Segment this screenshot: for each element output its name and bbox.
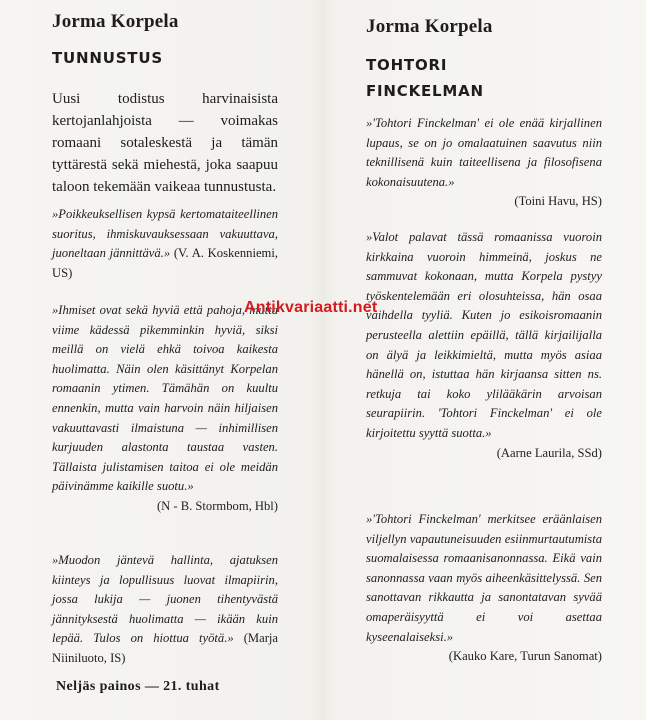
review-source: (V. A. Koskenniemi, US) xyxy=(52,246,278,280)
edition-note: Neljäs painos — 21. tuhat xyxy=(56,679,220,694)
review-source: (Kauko Kare, Turun Sanomat) xyxy=(448,649,602,664)
review-source: (Aarne Laurila, SSd) xyxy=(496,445,602,460)
review-quote: »Ihmiset ovat sekä hyviä että pahoja, mutta viime kädessä pikemminkin hyviä, siksi meillä on vielä ehkä toivoa kaikesta huolimatta. Näin olen käsittänyt Korpelan romaanin ytimen. Tämähän on kuultu ennenkin, mutta vain harvoin näin hiljaisen vakuuttavasti ilmaistuna — inhimillisen kurjuuden alastonta taustaa vasten. Tällaista julistamisen taitoa ei ole meidän päivinämme kaikille suotu.» xyxy=(52,303,278,494)
left-review-2 xyxy=(52,301,278,517)
right-review-1 xyxy=(366,114,602,212)
review-quote: »Muodon jäntevä hallinta, ajatuksen kiinteys ja lopullisuus luovat ilmapiirin, jossa lukija — juonen tihentyvästä jännityksestä huolimatta — ikään kuin lepää. Tulos on hiottua työtä.» xyxy=(52,553,278,646)
review-quote: »Valot palavat tässä romaanissa vuoroin kirkkaina vuoroin himmeinä, joskus ne sammuvat kokonaan, mutta Korpela pystyy työskentelemään eri olosuhteissa, hän osaa vaihdella tyyliä. Kuten jo esikoisromaanin perusteella alettiin epäillä, tällä kirjailijalla on älyä ja leikkimieltä, mutta myös asiaa hänellä on, istuttaa hän kirjaansa sitten ns. retkuja tai koko ylilääkärin arvoisan seurapiirin. 'Tohtori Finckelman' ei ole kirjoitettu syyttä suotta.» xyxy=(366,230,602,440)
review-source: (Toini Havu, HS) xyxy=(514,194,602,209)
left-review-3 xyxy=(52,551,278,669)
review-quote: »'Tohtori Finckelman' ei ole enää kirjallinen lupaus, se on jo omalaatuinen saavutus niin teknillisenä kuin taiteellisena ja filosofisena kokonaisuutena.» xyxy=(366,116,602,189)
right-review-2 xyxy=(366,228,602,463)
right-review-3 xyxy=(366,510,602,667)
review-quote: »'Tohtori Finckelman' merkitsee eräänlaisen viljellyn vapautuneisuuden esiinmurtautumista suomalaisessa romaanisanonnassa. Eikä vain sanonnassa vaan myös aiheenkäsittelyssä. Sen sanottavan rikkautta ja sanontatavan syvää omaperäisyyttä ei voi asettaa kyseenalaiseksi.» xyxy=(366,512,602,644)
watermark: Antikvariaatti.net xyxy=(244,299,378,316)
review-source: (N - B. Stormbom, Hbl) xyxy=(156,498,278,513)
left-book-title: TUNNUSTUS xyxy=(52,49,163,67)
review-quote: »Poikkeuksellisen kypsä kertomataiteellinen suoritus, ihmiskuvauksessaan vakuuttava, juoneltaan jännittävä.» xyxy=(52,207,278,261)
left-intro: Uusi todistus harvinaisista kertojanlahjoista — voimakas romaani sotaleskestä ja tämän tyttärestä sekä miehestä, joka saapuu taloon tekemään vaikeaa tunnustusta. xyxy=(52,91,278,195)
right-book-title: TOHTORI FINCKELMAN xyxy=(366,56,484,100)
left-review-1 xyxy=(52,205,278,283)
review-source: (Marja Niiniluoto, IS) xyxy=(52,631,278,665)
right-author: Jorma Korpela xyxy=(366,16,493,37)
left-author: Jorma Korpela xyxy=(52,11,179,32)
